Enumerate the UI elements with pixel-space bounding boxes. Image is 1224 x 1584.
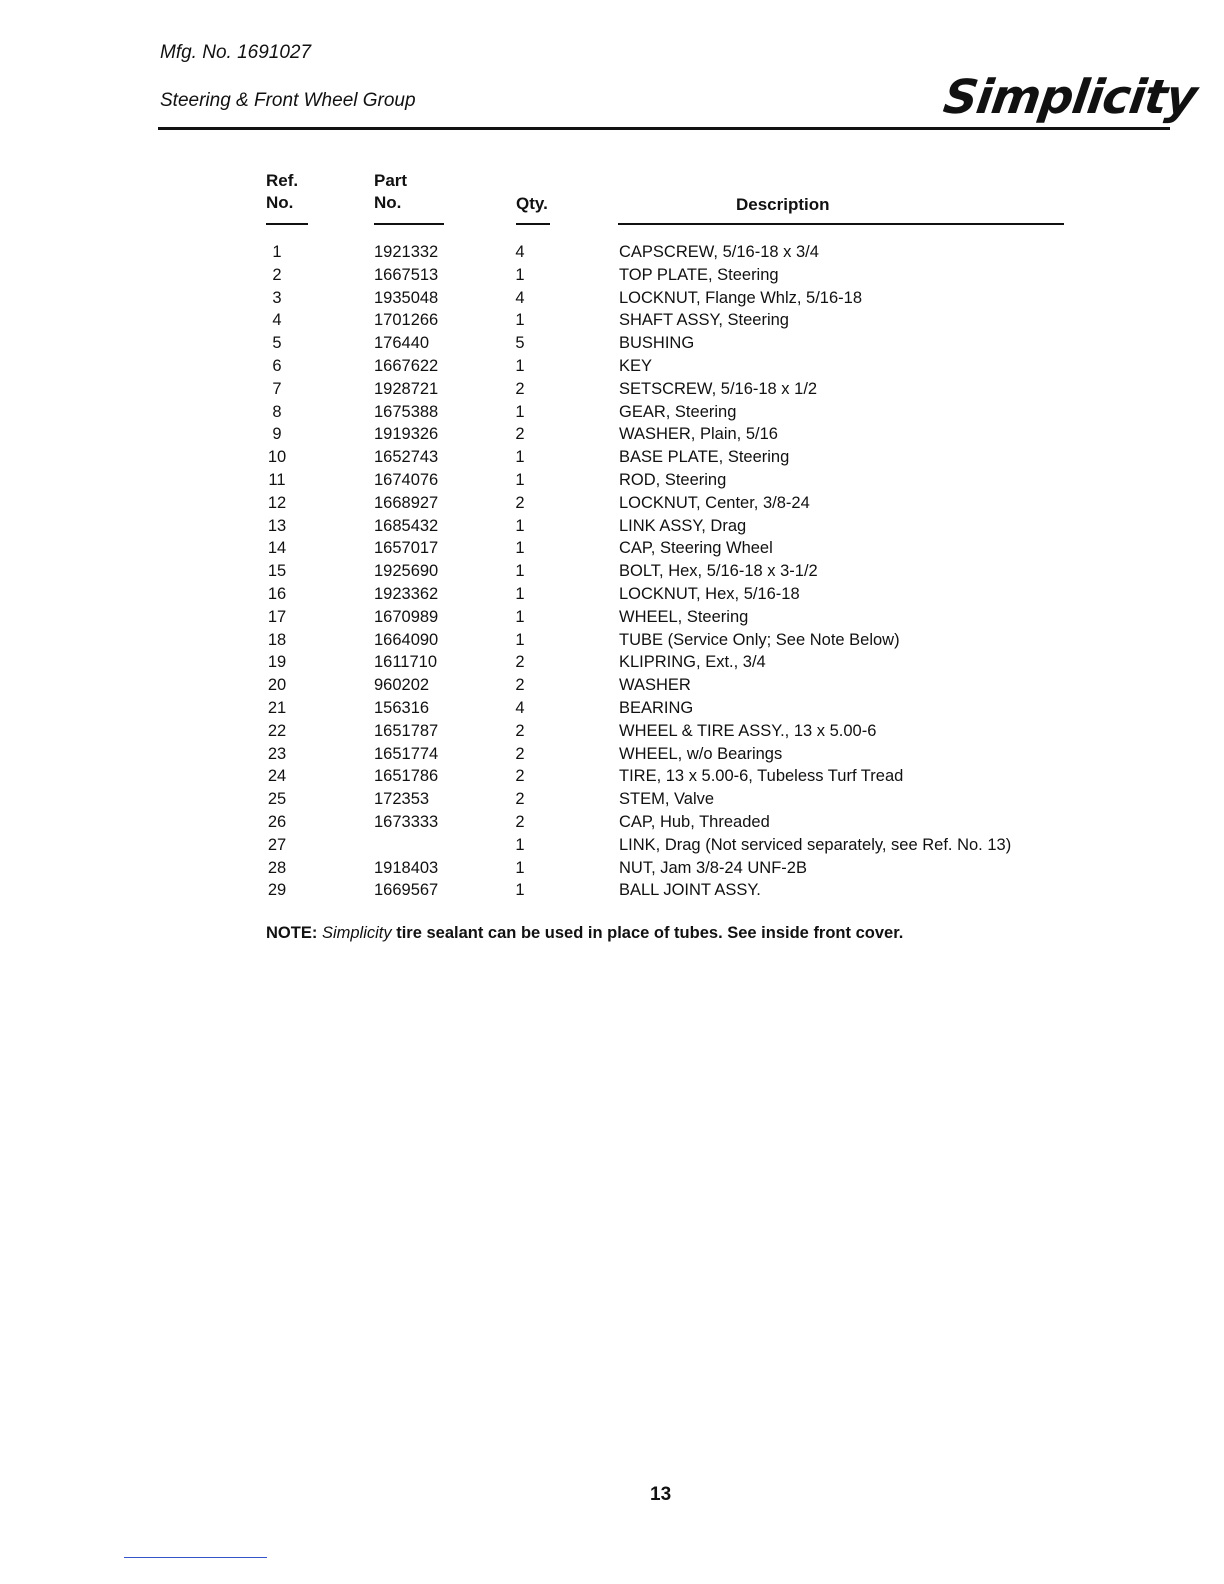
- description-cell: STEM, Valve: [619, 790, 715, 809]
- part-number-cell: 1935048: [374, 288, 439, 307]
- description-cell: TIRE, 13 x 5.00-6, Tubeless Turf Tread: [619, 767, 904, 786]
- part-number-cell: 1668927: [374, 493, 439, 512]
- qty-cell: 2: [515, 812, 525, 831]
- ref-cell: 16: [267, 584, 287, 603]
- ref-cell: 5: [272, 334, 282, 353]
- ref-cell: 18: [267, 630, 287, 649]
- description-cell: LOCKNUT, Hex, 5/16-18: [619, 584, 800, 603]
- part-number-cell: 1611710: [374, 653, 438, 672]
- description-cell: ROD, Steering: [619, 470, 727, 489]
- col-header-part-line2: No.: [374, 193, 402, 212]
- ref-cell: 27: [267, 835, 287, 854]
- qty-cell: 2: [515, 425, 525, 444]
- ref-cell: 6: [272, 356, 282, 375]
- ref-cell: 2: [272, 265, 282, 284]
- qty-cell: 1: [515, 448, 525, 467]
- col-header-description: Description: [736, 195, 830, 214]
- qty-cell: 1: [515, 470, 525, 489]
- qty-cell: 2: [515, 744, 525, 763]
- ref-cell: 3: [272, 288, 282, 307]
- mfg-number: Mfg. No. 1691027: [160, 42, 312, 63]
- qty-cell: 2: [515, 653, 525, 672]
- ref-cell: 7: [272, 379, 282, 398]
- description-cell: SHAFT ASSY, Steering: [619, 311, 789, 330]
- qty-cell: 5: [515, 334, 525, 353]
- description-cell: CAPSCREW, 5/16-18 x 3/4: [619, 243, 819, 261]
- part-number-cell: 1919326: [374, 425, 439, 444]
- ref-cell: 26: [267, 812, 287, 831]
- col-header-ref-line2: No.: [266, 193, 294, 212]
- description-cell: NUT, Jam 3/8-24 UNF-2B: [619, 858, 807, 877]
- part-number-cell: 1928721: [374, 379, 439, 398]
- header-divider: [158, 127, 1170, 130]
- col-header-part: [374, 170, 407, 214]
- description-cell: BASE PLATE, Steering: [619, 448, 790, 467]
- part-number-cell: 1674076: [374, 470, 439, 489]
- header-underline-part: [374, 223, 444, 225]
- part-number-cell: 1701266: [374, 311, 439, 330]
- col-header-part-line1: Part: [374, 171, 408, 190]
- description-cell: BALL JOINT ASSY.: [619, 881, 761, 900]
- description-cell: WHEEL, Steering: [619, 607, 749, 626]
- part-number-cell: 1651786: [374, 767, 439, 786]
- brand-logo: Simplicity: [940, 70, 1200, 125]
- part-number-cell: 1925690: [374, 562, 439, 581]
- qty-cell: 1: [515, 516, 525, 535]
- qty-cell: 1: [515, 881, 525, 900]
- ref-cell: 20: [267, 676, 287, 695]
- qty-cell: 1: [515, 584, 525, 603]
- qty-cell: 4: [515, 243, 525, 261]
- description-cell: KEY: [619, 356, 653, 375]
- qty-cell: 1: [515, 356, 525, 375]
- qty-cell: 1: [515, 539, 525, 558]
- ref-cell: 14: [267, 539, 287, 558]
- part-number-cell: 172353: [374, 790, 430, 809]
- ref-cell: 9: [272, 425, 282, 444]
- part-number-cell: 1675388: [374, 402, 439, 421]
- part-number-cell: 1652743: [374, 448, 439, 467]
- qty-cell: 1: [515, 265, 525, 284]
- footer-line: [124, 1557, 267, 1558]
- ref-cell: 11: [268, 470, 286, 489]
- part-number-cell: 156316: [374, 698, 430, 717]
- qty-cell: 2: [515, 790, 525, 809]
- qty-cell: 2: [515, 767, 525, 786]
- ref-cell: 21: [267, 698, 287, 717]
- qty-cell: 1: [515, 630, 525, 649]
- part-number-cell: 1667622: [374, 356, 439, 375]
- ref-cell: 22: [267, 721, 287, 740]
- part-number-cell: 1670989: [374, 607, 439, 626]
- ref-cell: 17: [267, 607, 287, 626]
- description-cell: LINK, Drag (Not serviced separately, see Ref. No. 13): [619, 835, 1012, 854]
- part-number-cell: 1664090: [374, 630, 439, 649]
- part-number-cell: 1918403: [374, 858, 439, 877]
- note: [266, 924, 903, 943]
- part-number-cell: 176440: [374, 334, 430, 353]
- header-underline-qty: [516, 223, 550, 225]
- qty-cell: 1: [515, 562, 525, 581]
- description-cell: CAP, Hub, Threaded: [619, 812, 770, 831]
- qty-cell: 1: [515, 402, 525, 421]
- description-cell: TOP PLATE, Steering: [619, 265, 779, 284]
- qty-cell: 1: [515, 835, 525, 854]
- description-cell: TUBE (Service Only; See Note Below): [619, 630, 900, 649]
- note-label: NOTE:: [266, 924, 318, 942]
- section-title: Steering & Front Wheel Group: [160, 90, 416, 111]
- ref-cell: 29: [267, 881, 287, 900]
- qty-cell: 2: [515, 721, 525, 740]
- ref-cell: 1: [272, 243, 282, 261]
- col-header-qty: Qty.: [516, 194, 548, 213]
- part-number-cell: 1651787: [374, 721, 439, 740]
- qty-cell: 2: [515, 379, 525, 398]
- description-cell: SETSCREW, 5/16-18 x 1/2: [619, 379, 818, 398]
- ref-cell: 4: [272, 311, 282, 330]
- description-cell: GEAR, Steering: [619, 402, 737, 421]
- description-cell: WHEEL & TIRE ASSY., 13 x 5.00-6: [619, 721, 877, 740]
- qty-cell: 1: [515, 311, 525, 330]
- description-cell: BOLT, Hex, 5/16-18 x 3-1/2: [619, 562, 818, 581]
- ref-cell: 8: [272, 402, 282, 421]
- description-cell: WASHER, Plain, 5/16: [619, 425, 778, 444]
- part-number-cell: 960202: [374, 676, 430, 695]
- description-cell: WHEEL, w/o Bearings: [619, 744, 783, 763]
- part-number-cell: 1921332: [374, 243, 439, 261]
- page-number: 13: [650, 1484, 672, 1505]
- part-number-cell: 1673333: [374, 812, 439, 831]
- ref-cell: 19: [267, 653, 287, 672]
- description-cell: KLIPRING, Ext., 3/4: [619, 653, 766, 672]
- description-cell: LOCKNUT, Flange Whlz, 5/16-18: [619, 288, 863, 307]
- qty-cell: 2: [515, 676, 525, 695]
- qty-cell: 4: [515, 698, 525, 717]
- ref-cell: 23: [267, 744, 287, 763]
- ref-cell: 28: [267, 858, 287, 877]
- qty-cell: 2: [515, 493, 525, 512]
- note-text: tire sealant can be used in place of tubes. See inside front cover.: [396, 924, 904, 942]
- description-cell: LOCKNUT, Center, 3/8-24: [619, 493, 810, 512]
- part-number-cell: 1669567: [374, 881, 439, 900]
- header-underline-description: [618, 223, 1064, 225]
- part-number-cell: 1657017: [374, 539, 439, 558]
- part-number-cell: 1667513: [374, 265, 439, 284]
- col-header-ref-line1: Ref.: [266, 171, 299, 190]
- col-header-ref: [266, 170, 298, 214]
- ref-cell: 10: [267, 448, 287, 467]
- qty-cell: 4: [515, 288, 525, 307]
- ref-cell: 15: [267, 562, 287, 581]
- note-brand: Simplicity: [321, 924, 392, 942]
- ref-cell: 24: [267, 767, 287, 786]
- qty-cell: 1: [515, 607, 525, 626]
- header-underline-ref: [266, 223, 308, 225]
- part-number-cell: 1685432: [374, 516, 439, 535]
- ref-cell: 12: [267, 493, 287, 512]
- ref-cell: 25: [267, 790, 287, 809]
- description-cell: BEARING: [619, 698, 694, 717]
- part-number-cell: 1651774: [374, 744, 439, 763]
- description-cell: LINK ASSY, Drag: [619, 516, 747, 535]
- description-cell: WASHER: [619, 676, 691, 695]
- qty-cell: 1: [515, 858, 525, 877]
- part-number-cell: 1923362: [374, 584, 439, 603]
- description-cell: BUSHING: [619, 334, 695, 353]
- ref-cell: 13: [267, 516, 287, 535]
- description-cell: CAP, Steering Wheel: [619, 539, 773, 558]
